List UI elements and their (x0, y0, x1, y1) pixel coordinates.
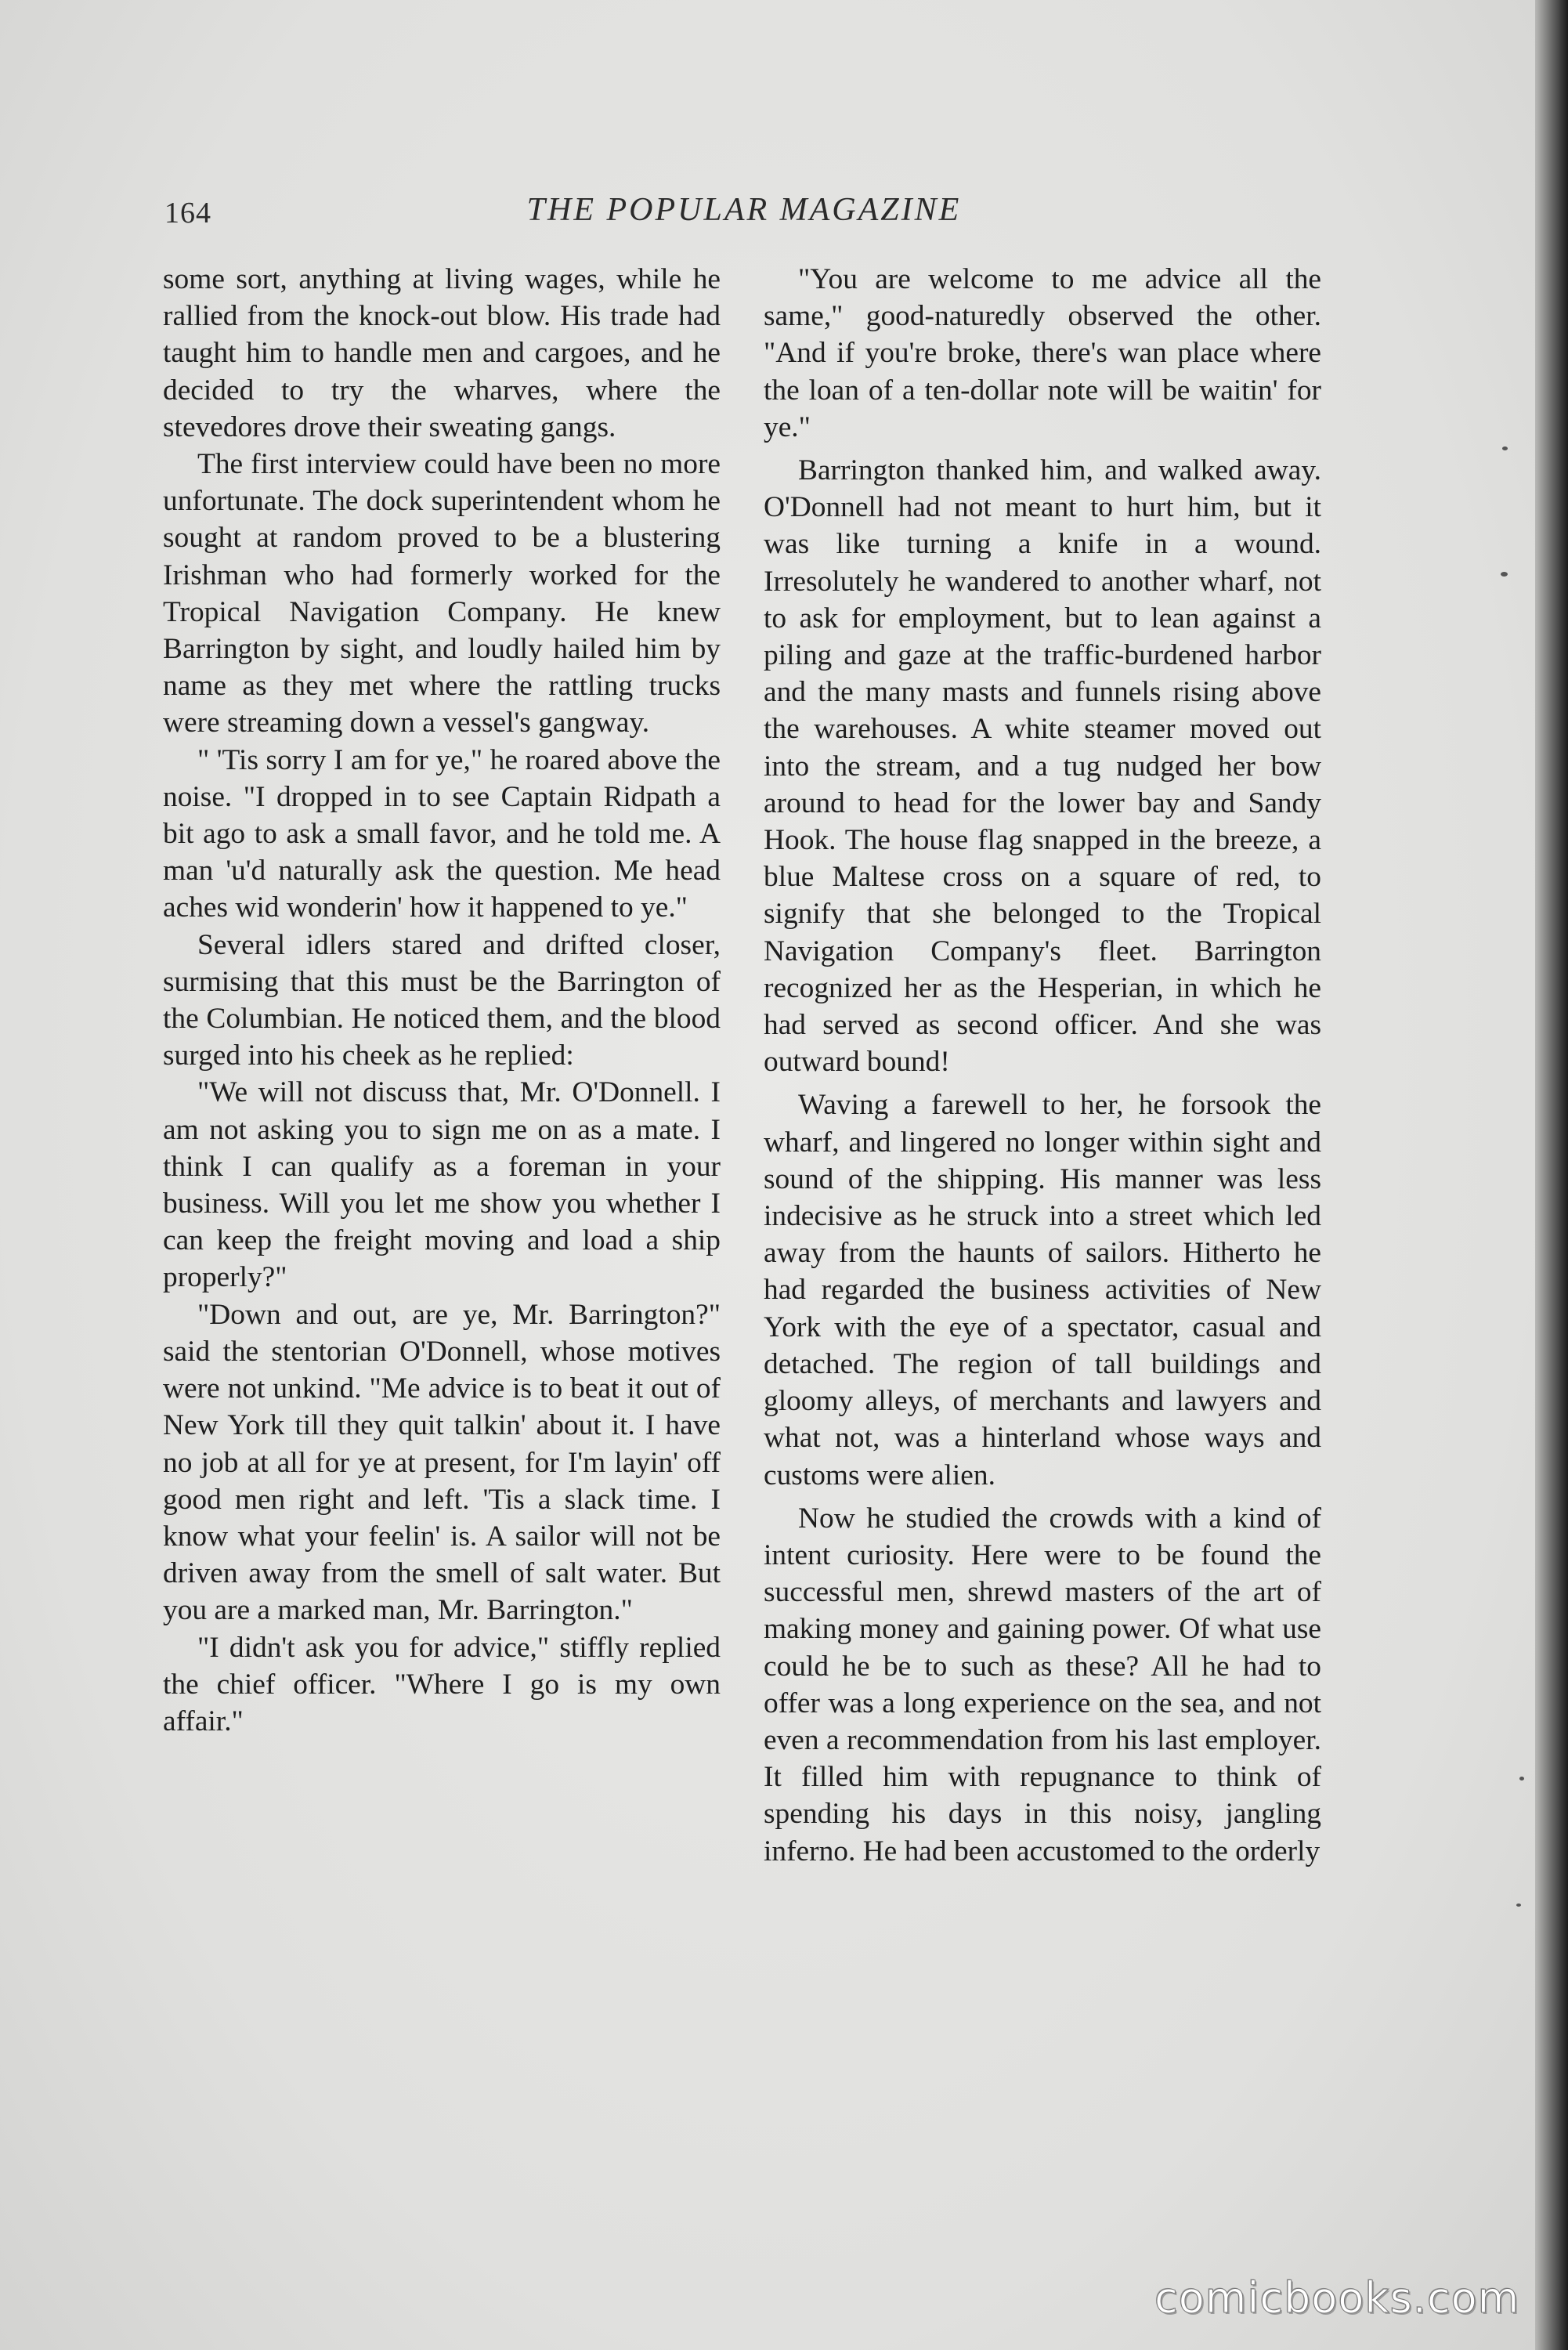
running-head (164, 191, 1324, 238)
paragraph: "You are welcome to me advice all the same," good-naturedly observed the other. "And if you're broke, there's wan place where the loan of a ten-dollar note will be waitin' for ye." (764, 263, 1321, 443)
paragraph: Several idlers stared and drifted closer, surmising that this must be the Barrington of the Columbian. He noticed them, and the blood surged into his cheek as he replied: (163, 928, 721, 1072)
paragraph: The first interview could have been no more unfortunate. The dock superintendent whom he sought at random proved to be a blustering Irishman who had formerly worked for the Tropical Navigation Company. He knew Barrington by sight, and loudly hailed him by name as they met where the rattling trucks were streaming down a vessel's gangway. (163, 448, 721, 739)
paragraph: Waving a farewell to her, he forsook the wharf, and lingered no longer within sight and sound of the shipping. His manner was less indecisive as he struck into a street which led away from the haunts of sailors. Hitherto he had regarded the business activities of New York with the eye of a spectator, casual and detached. The region of tall buildings and gloomy alleys, of merchants and lawyers and what not, was a hinterland whose ways and customs were alien. (764, 1089, 1321, 1491)
page-number: 164 (164, 197, 211, 230)
paper-speck (1516, 1904, 1521, 1907)
paper-speck (1519, 1777, 1524, 1781)
magazine-title: THE POPULAR MAGAZINE (526, 192, 962, 228)
paragraph: "Down and out, are ye, Mr. Barrington?" said the stentorian O'Donnell, whose motives were not unkind. "Me advice is to beat it out of New York till they quit talkin' about it. I have no job at all for ye at present, for I'm layin' off good men right and left. 'Tis a slack time. I know what your feelin' is. A sailor will not be driven away from the smell of salt water. But you are a marked man, Mr. Barrington." (163, 1298, 721, 1627)
paragraph: Now he studied the crowds with a kind of intent curiosity. Here were to be found the successful men, shrewd masters of the art of making money and gaining power. Of what use could he be to such as these? All he had to offer was a long experience on the sea, and not even a recommendation from his last employer. It filled him with repugnance to think of spending his days in this noisy, jangling inferno. He had been accustomed to the orderly (764, 1502, 1321, 1867)
paper-speck (1501, 572, 1508, 577)
paragraph: " 'Tis sorry I am for ye," he roared above the noise. "I dropped in to see Captain Ridpath a bit ago to ask a small favor, and he told me. A man 'u'd naturally ask the question. Me head aches wid wonderin' how it happened to ye." (163, 743, 721, 924)
paragraph: some sort, anything at living wages, while he rallied from the knock-out blow. His trade had taught him to handle men and cargoes, and he decided to try the wharves, where the stevedores drove their sweating gangs. (163, 263, 721, 443)
left-column (163, 261, 721, 1740)
paper-speck (1502, 446, 1508, 450)
right-column (764, 261, 1321, 1870)
watermark-logo: comicbooks.com (1154, 2273, 1520, 2323)
page-edge (1535, 0, 1568, 2350)
paragraph: Barrington thanked him, and walked away. O'Donnell had not meant to hurt him, but it was like turning a knife in a wound. Irresolutely he wandered to another wharf, not to ask for employment, but to lean against a piling and gaze at the traffic-burdened harbor and the many masts and funnels rising above the warehouses. A white steamer moved out into the stream, and a tug nudged her bow around to head for the lower bay and Sandy Hook. The house flag snapped in the breeze, a blue Maltese cross on a square of red, to signify that she belonged to the Tropical Navigation Company's fleet. Barrington recognized her as the Hesperian, in which he had served as second officer. And she was outward bound! (764, 454, 1321, 1079)
paragraph: "I didn't ask you for advice," stiffly replied the chief officer. "Where I go is my own affair." (163, 1631, 721, 1737)
paragraph: "We will not discuss that, Mr. O'Donnell. I am not asking you to sign me on as a mate. I think I can qualify as a foreman in your business. Will you let me show you whether I can keep the freight moving and load a ship properly?" (163, 1076, 721, 1294)
